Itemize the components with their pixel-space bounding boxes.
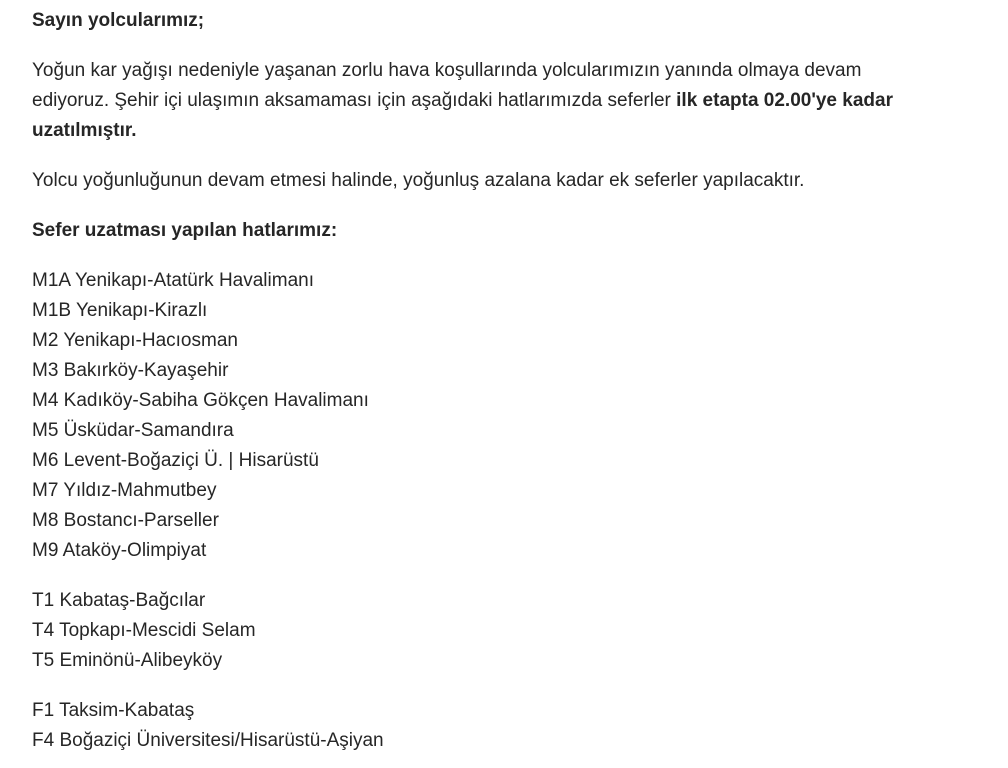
lines-heading: Sefer uzatması yapılan hatlarımız:: [32, 220, 338, 241]
list-item: M3 Bakırköy-Kayaşehir: [32, 360, 229, 381]
list-item: F1 Taksim-Kabataş: [32, 700, 195, 721]
list-item: M5 Üsküdar-Samandıra: [32, 420, 234, 441]
intro-line-3: uzatılmıştır.: [32, 120, 137, 141]
list-item: T1 Kabataş-Bağcılar: [32, 590, 206, 611]
list-item: T4 Topkapı-Mescidi Selam: [32, 620, 256, 641]
list-item: M6 Levent-Boğaziçi Ü. | Hisarüstü: [32, 450, 319, 471]
intro-line-1: Yoğun kar yağışı nedeniyle yaşanan zorlu hava koşullarında yolcularımızın yanında olmaya devam: [32, 60, 862, 81]
extra-service-note: Yolcu yoğunluğunun devam etmesi halinde, yoğunluş azalana kadar ek seferler yapılacaktır.: [32, 170, 805, 191]
list-item: M2 Yenikapı-Hacıosman: [32, 330, 238, 351]
list-item: M1A Yenikapı-Atatürk Havalimanı: [32, 270, 314, 291]
list-item: T5 Eminönü-Alibeyköy: [32, 650, 223, 671]
intro-highlight: ilk etapta 02.00'ye kadar: [676, 90, 893, 111]
list-item: M8 Bostancı-Parseller: [32, 510, 219, 531]
intro-line-2-text: ediyoruz. Şehir içi ulaşımın aksamaması için aşağıdaki hatlarımızda seferler: [32, 90, 677, 111]
list-item: M7 Yıldız-Mahmutbey: [32, 480, 217, 501]
greeting-heading: Sayın yolcularımız;: [32, 10, 205, 31]
list-item: M4 Kadıköy-Sabiha Gökçen Havalimanı: [32, 390, 369, 411]
list-item: F4 Boğaziçi Üniversitesi/Hisarüstü-Aşiyan: [32, 730, 384, 751]
list-item: M1B Yenikapı-Kirazlı: [32, 300, 208, 321]
list-item: M9 Ataköy-Olimpiyat: [32, 540, 207, 561]
intro-line-2: [32, 86, 893, 116]
